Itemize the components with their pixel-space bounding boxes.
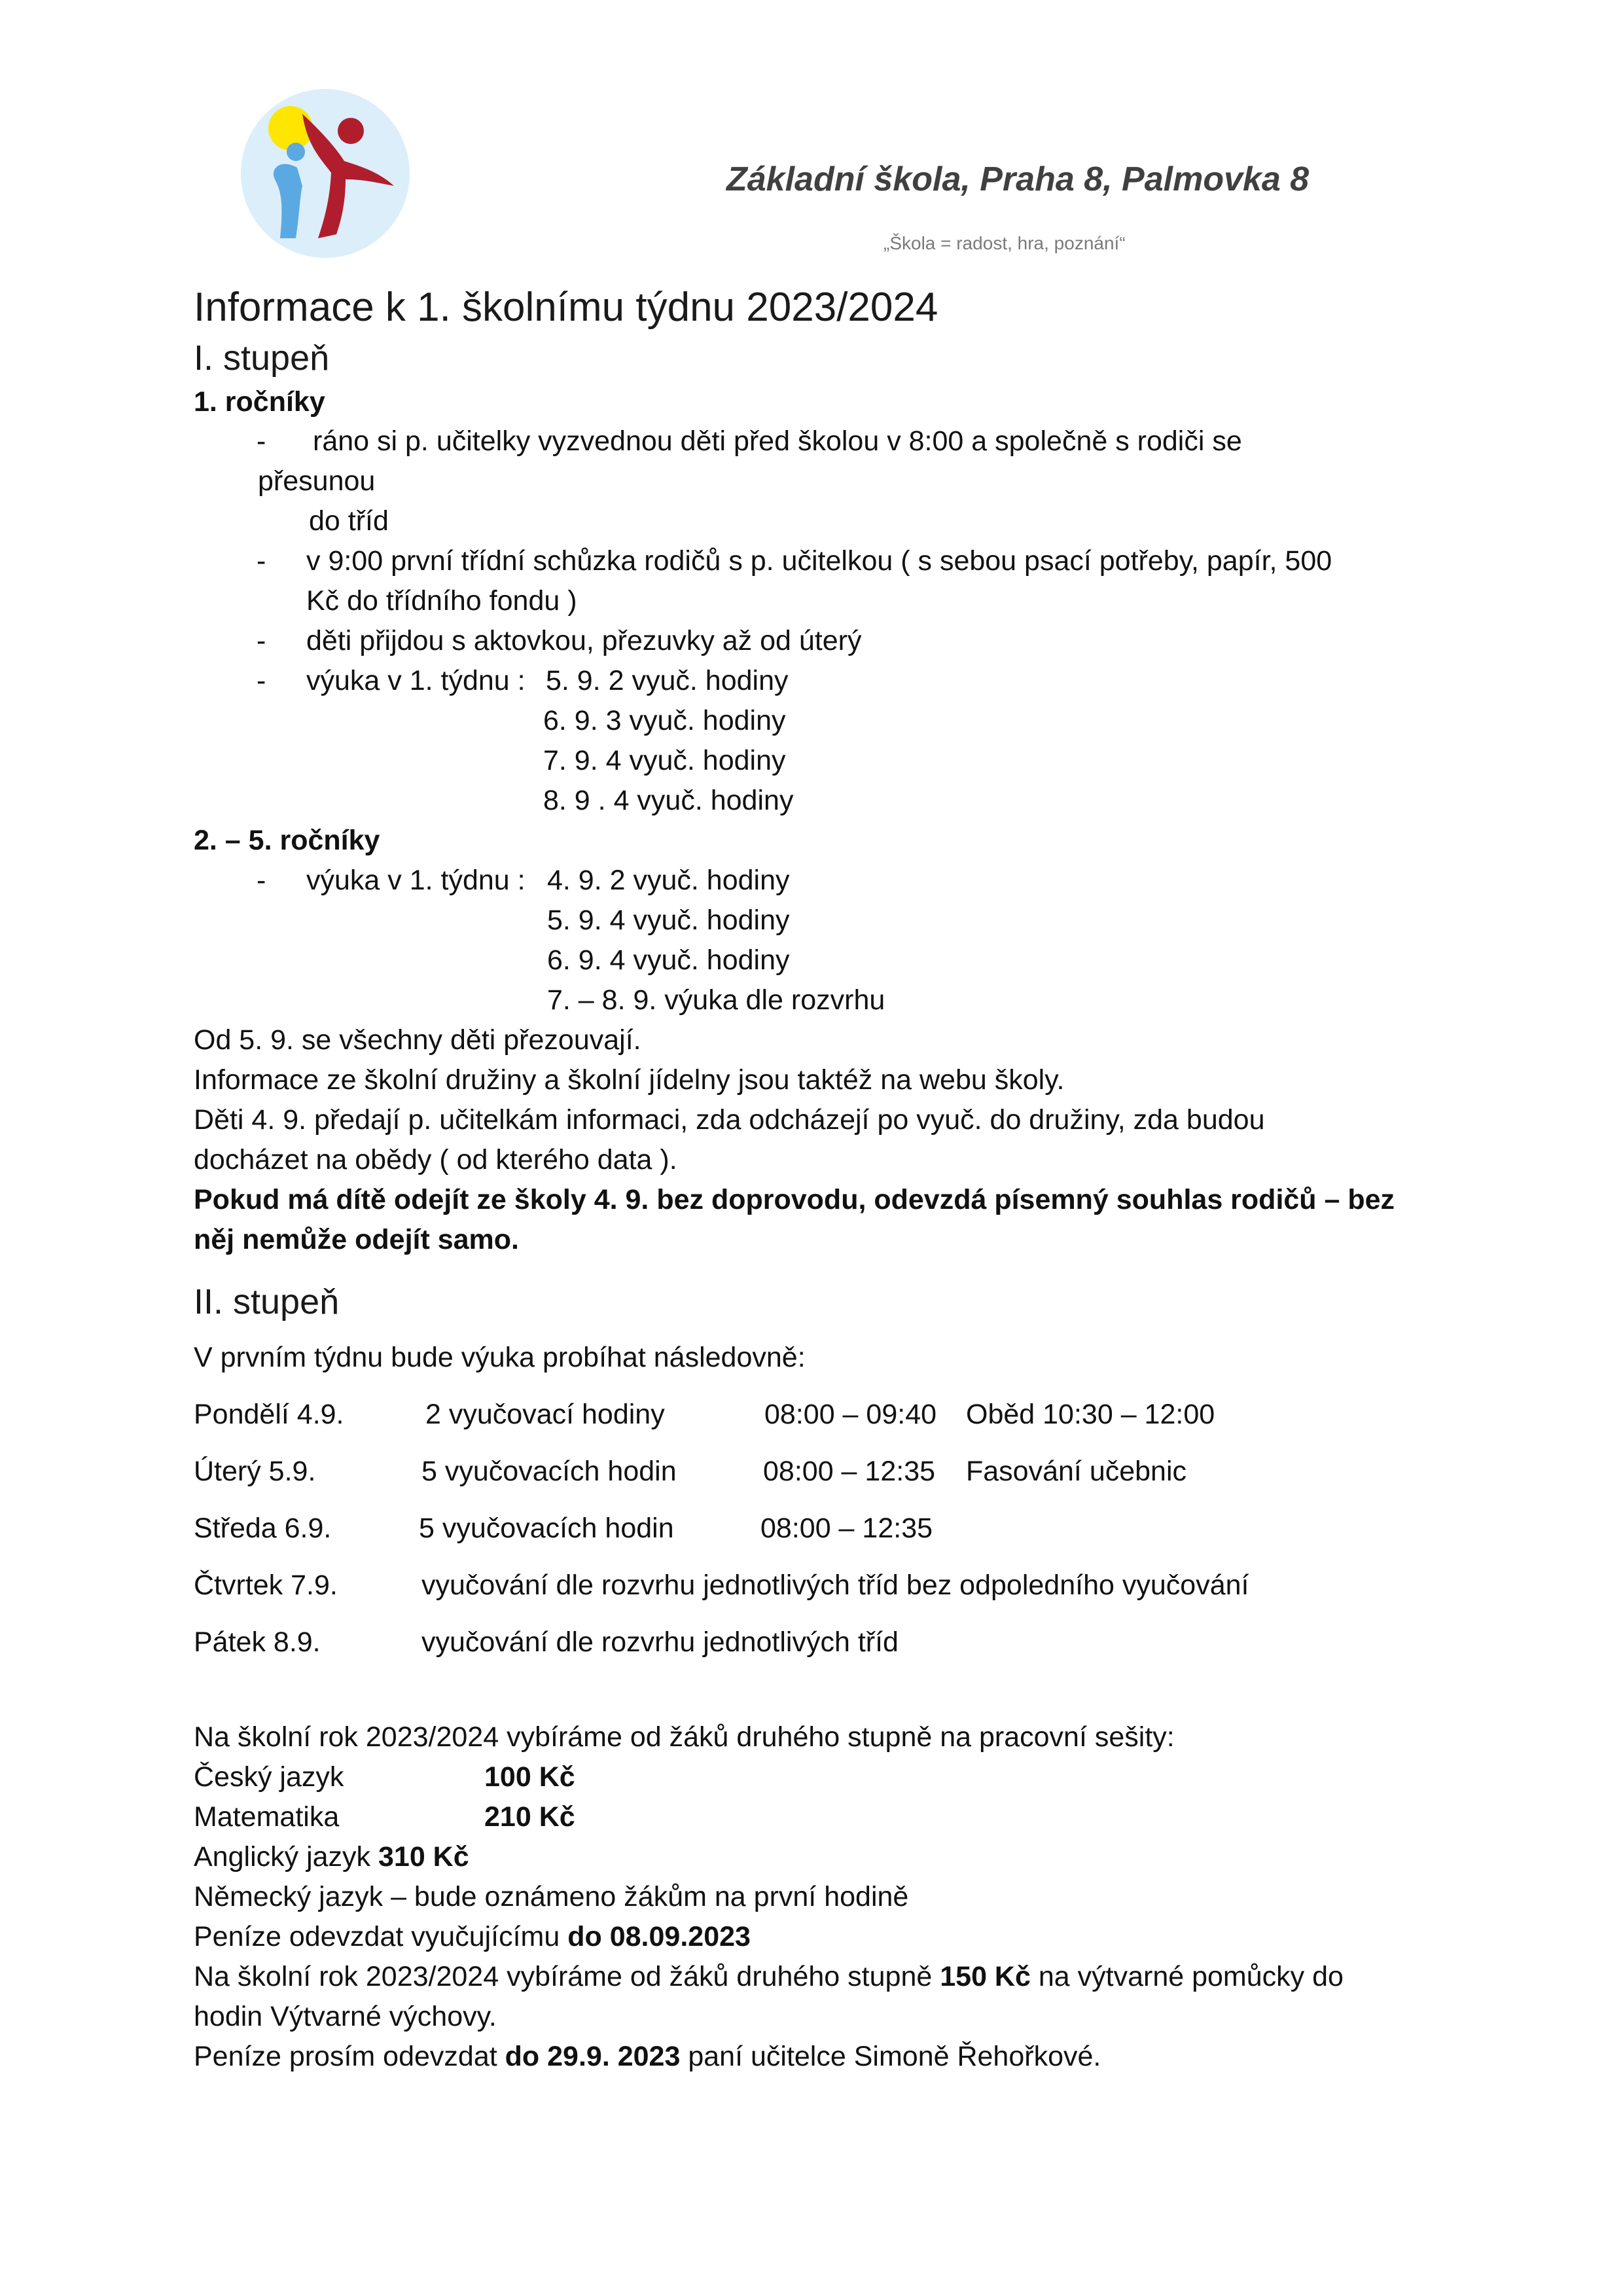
stage2-intro: V prvním týdnu bude výuka probíhat následovně:	[194, 1342, 806, 1373]
schedule-lessons: 5 vyučovacích hodin	[421, 1456, 677, 1487]
art-supplies-line2: hodin Výtvarné výchovy.	[194, 2001, 497, 2032]
paragraph-change-shoes: Od 5. 9. se všechny děti přezouvají.	[194, 1024, 641, 1056]
grade2-5-schedule-line: 6. 9. 4 vyuč. hodiny	[547, 944, 790, 976]
schedule-lessons: vyučování dle rozvrhu jednotlivých tříd	[421, 1626, 899, 1658]
grade1-item2-line1: v 9:00 první třídní schůzka rodičů s p. učitelkou ( s sebou psací potřeby, papír, 500	[306, 545, 1332, 577]
schedule-day: Pátek 8.9.	[194, 1626, 321, 1658]
art-supplies-line	[194, 1961, 1344, 1993]
schedule-note: Oběd 10:30 – 12:00	[966, 1399, 1215, 1430]
grade1-schedule-line: 5. 9. 2 vyuč. hodiny	[546, 665, 789, 696]
grade2-5-schedule-line: 4. 9. 2 vyuč. hodiny	[547, 865, 790, 896]
grade2-5-heading: 2. – 5. ročníky	[194, 825, 380, 856]
school-motto: „Škola = radost, hra, poznání“	[883, 233, 1126, 253]
price-label: Matematika	[194, 1801, 340, 1833]
art-deadline-recipient: paní učitelce Simoně Řehořkové.	[688, 2041, 1101, 2072]
bullet-dash: -	[257, 665, 266, 696]
grade2-5-item-label: výuka v 1. týdnu :	[306, 865, 526, 896]
art-supplies-text-end: na výtvarné pomůcky do	[1038, 1961, 1344, 1992]
workbooks-intro: Na školní rok 2023/2024 vybíráme od žáků druhého stupně na pracovní sešity:	[194, 1721, 1175, 1753]
art-deadline-date: do 29.9. 2023	[505, 2041, 681, 2072]
schedule-day: Úterý 5.9.	[194, 1456, 316, 1487]
money-deadline-text: Peníze odevzdat vyučujícímu	[194, 1921, 560, 1952]
paragraph-teacher-info-line2: docházet na obědy ( od kterého data ).	[194, 1144, 677, 1175]
grade1-schedule-line: 8. 9 . 4 vyuč. hodiny	[543, 785, 794, 816]
price-value: 100 Kč	[484, 1761, 575, 1793]
stage1-heading: I. stupeň	[194, 338, 330, 378]
money-deadline-line	[194, 1921, 751, 1953]
school-logo	[240, 88, 411, 259]
money-deadline-date: do 08.09.2023	[567, 1921, 751, 1952]
grade1-item4-label: výuka v 1. týdnu :	[306, 665, 526, 696]
price-label: Anglický jazyk	[194, 1841, 371, 1873]
grade1-schedule-line: 7. 9. 4 vyuč. hodiny	[543, 745, 786, 776]
price-line-english	[194, 1841, 469, 1873]
art-deadline-text: Peníze prosím odevzdat	[194, 2041, 497, 2072]
paragraph-consent-line1: Pokud má dítě odejít ze školy 4. 9. bez doprovodu, odevzdá písemný souhlas rodičů – bez	[194, 1184, 1395, 1215]
schedule-time: 08:00 – 12:35	[760, 1513, 933, 1544]
price-value: 310 Kč	[378, 1841, 469, 1873]
bullet-dash: -	[257, 545, 266, 577]
art-supplies-price: 150 Kč	[940, 1961, 1031, 1992]
grade1-item1-line1: ráno si p. učitelky vyzvednou děti před školou v 8:00 a společně s rodiči se	[313, 425, 1242, 457]
schedule-lessons: vyučování dle rozvrhu jednotlivých tříd bez odpoledního vyučování	[421, 1570, 1249, 1601]
schedule-lessons: 2 vyučovací hodiny	[425, 1399, 665, 1430]
paragraph-consent-line2: něj nemůže odejít samo.	[194, 1224, 519, 1255]
schedule-time: 08:00 – 12:35	[763, 1456, 936, 1487]
grade1-item1-line3: do tříd	[309, 505, 389, 537]
bullet-dash: -	[257, 625, 266, 656]
german-line: Německý jazyk – bude oznámeno žákům na první hodině	[194, 1881, 909, 1912]
paragraph-teacher-info-line1: Děti 4. 9. předají p. učitelkám informaci, zda odcházejí po vyuč. do družiny, zda budou	[194, 1104, 1265, 1136]
stage2-heading: II. stupeň	[194, 1282, 340, 1321]
schedule-day: Středa 6.9.	[194, 1513, 332, 1544]
grade1-item2-line2: Kč do třídního fondu )	[306, 585, 577, 617]
schedule-lessons: 5 vyučovacích hodin	[419, 1513, 674, 1544]
school-name: Základní škola, Praha 8, Palmovka 8	[726, 160, 1310, 198]
schedule-note: Fasování učebnic	[966, 1456, 1187, 1487]
grade2-5-schedule-line: 5. 9. 4 vyuč. hodiny	[547, 905, 790, 936]
grade1-heading: 1. ročníky	[194, 386, 325, 418]
price-label: Český jazyk	[194, 1761, 344, 1793]
bullet-dash: -	[257, 425, 266, 457]
schedule-time: 08:00 – 09:40	[764, 1399, 937, 1430]
schedule-day: Pondělí 4.9.	[194, 1399, 344, 1430]
grade2-5-schedule-line: 7. – 8. 9. výuka dle rozvrhu	[547, 984, 885, 1016]
grade1-item1-line2: přesunou	[258, 465, 376, 497]
price-value: 210 Kč	[484, 1801, 575, 1833]
bullet-dash: -	[257, 865, 266, 896]
art-supplies-text: Na školní rok 2023/2024 vybíráme od žáků druhého stupně	[194, 1961, 933, 1992]
grade1-item3: děti přijdou s aktovkou, přezuvky až od úterý	[306, 625, 862, 656]
art-deadline-line	[194, 2041, 1101, 2073]
page-title: Informace k 1. školnímu týdnu 2023/2024	[194, 285, 938, 330]
paragraph-web-info: Informace ze školní družiny a školní jídelny jsou taktéž na webu školy.	[194, 1064, 1065, 1096]
schedule-day: Čtvrtek 7.9.	[194, 1570, 338, 1601]
grade1-schedule-line: 6. 9. 3 vyuč. hodiny	[543, 705, 786, 736]
